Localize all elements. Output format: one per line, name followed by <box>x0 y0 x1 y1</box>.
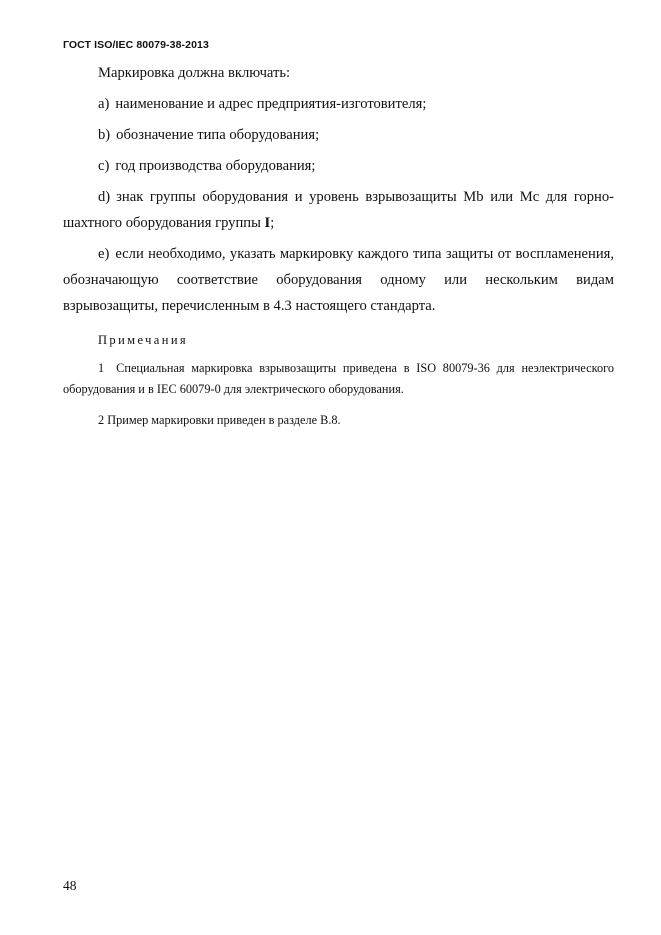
notes-title: Примечания <box>98 333 189 347</box>
list-item-text: если необходимо, указать маркировку каждого типа защиты от воспламенения, обозначающую соответствие оборудования одному или нескольким видам взрывозащиты, перечисленным в 4.3 настоящего стандарта. <box>63 246 614 314</box>
note-text: Пример маркировки приведен в разделе B.8. <box>107 413 341 427</box>
list-marker: e) <box>98 246 110 262</box>
list-item-text: год производства оборудования; <box>115 158 316 174</box>
list-item-a <box>63 91 614 117</box>
list-item-c <box>63 153 614 179</box>
note-2 <box>63 410 614 431</box>
page-number: 48 <box>63 878 77 893</box>
list-item-punct: ; <box>270 215 275 231</box>
list-item-text: наименование и адрес предприятия-изготовителя; <box>115 96 427 112</box>
group-numeral: I <box>264 215 271 231</box>
note-text: Специальная маркировка взрывозащиты приведена в ISO 80079-36 для неэлектрического оборудования и в IEC 60079-0 для электрического оборудования. <box>63 361 614 396</box>
list-marker: d) <box>98 189 111 205</box>
note-number: 2 <box>98 413 105 427</box>
list-marker: a) <box>98 96 110 112</box>
document-header: ГОСТ ISO/IEC 80079-38-2013 <box>63 39 209 51</box>
list-item-text: знак группы оборудования и уровень взрывозащиты Mb или Mc для горно-шахтного оборудования группы <box>63 189 614 231</box>
note-number: 1 <box>98 361 105 375</box>
list-marker: c) <box>98 158 110 174</box>
list-item-e <box>63 241 614 319</box>
list-item-d <box>63 184 614 236</box>
page-content <box>63 60 614 431</box>
list-item-text: обозначение типа оборудования; <box>116 127 320 143</box>
list-marker: b) <box>98 127 111 143</box>
marking-intro: Маркировка должна включать: <box>98 65 291 81</box>
note-1 <box>63 358 614 400</box>
list-item-b <box>63 122 614 148</box>
